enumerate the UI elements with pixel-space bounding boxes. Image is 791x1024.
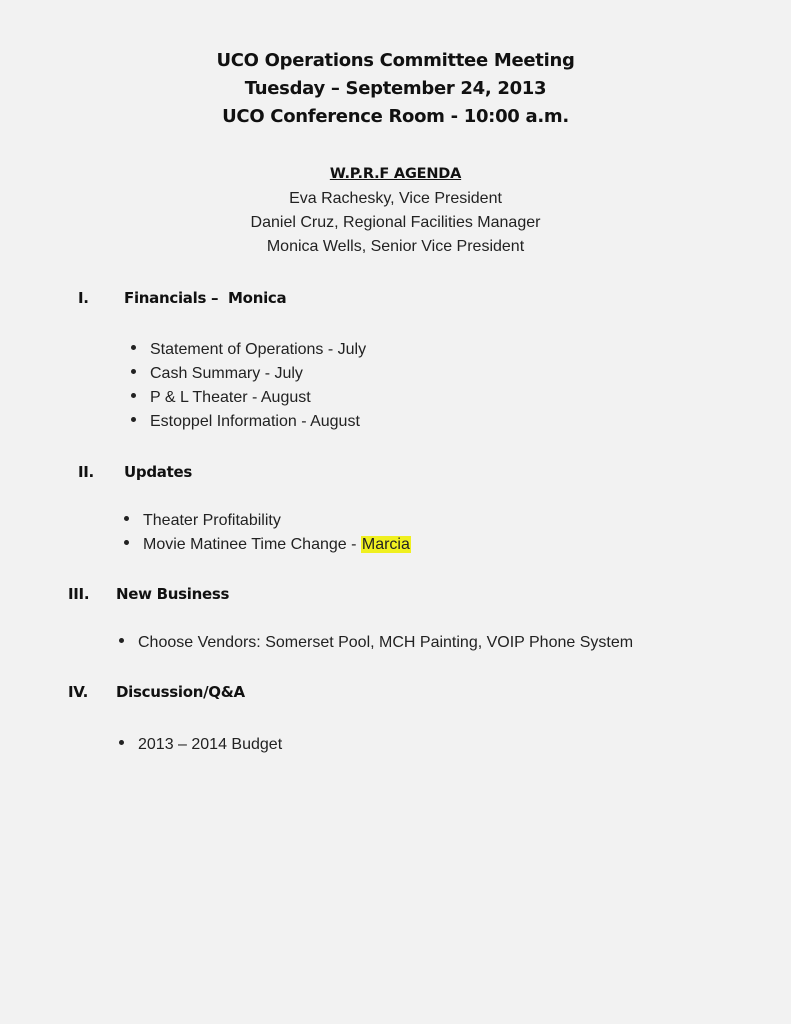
- bullet-icon: [131, 417, 136, 422]
- section-number-4: IV.: [68, 683, 89, 701]
- bullet-icon: [131, 369, 136, 374]
- list-item: [131, 413, 360, 431]
- attendee-1: Eva Rachesky, Vice President: [289, 190, 502, 207]
- list-item: [119, 736, 282, 754]
- section-number-2: II.: [78, 463, 94, 481]
- list-item: [124, 536, 411, 554]
- bullet-icon: [119, 740, 124, 745]
- list-item-text: Theater Profitability: [143, 512, 281, 529]
- list-item: [119, 634, 633, 652]
- list-item: [131, 389, 311, 407]
- list-item-text: Choose Vendors: Somerset Pool, MCH Painting, VOIP Phone System: [138, 634, 634, 651]
- list-item-text: Statement of Operations - July: [150, 341, 367, 358]
- agenda-heading: W.P.R.F AGENDA: [329, 166, 462, 182]
- list-item-text: Movie Matinee Time Change -: [143, 536, 361, 553]
- section-title-discussion: Discussion/Q&A: [116, 683, 245, 701]
- list-item-text: P & L Theater - August: [150, 389, 311, 406]
- meeting-location: UCO Conference Room - 10:00 a.m.: [222, 106, 569, 127]
- list-item-text: Estoppel Information - August: [150, 413, 360, 430]
- section-title-new-business: New Business: [116, 585, 230, 603]
- bullet-icon: [131, 345, 136, 350]
- attendee-3: Monica Wells, Senior Vice President: [266, 238, 525, 255]
- list-item: [131, 365, 303, 383]
- bullet-icon: [124, 540, 129, 545]
- section-number-3: III.: [68, 585, 90, 603]
- bullet-icon: [131, 393, 136, 398]
- list-item-text: Cash Summary - July: [150, 365, 303, 382]
- section-title-financials: Financials – Monica: [124, 289, 287, 307]
- bullet-icon: [119, 638, 124, 643]
- section-number-1: I.: [78, 289, 89, 307]
- meeting-title: UCO Operations Committee Meeting: [216, 50, 575, 71]
- meeting-date: Tuesday – September 24, 2013: [244, 78, 547, 99]
- list-item-text: 2013 – 2014 Budget: [138, 736, 283, 753]
- list-item: [124, 512, 281, 530]
- bullet-icon: [124, 516, 129, 521]
- highlighted-name: Marcia: [361, 536, 410, 553]
- attendee-2: Daniel Cruz, Regional Facilities Manager: [250, 214, 541, 231]
- section-title-updates: Updates: [124, 463, 192, 481]
- list-item: [131, 341, 366, 359]
